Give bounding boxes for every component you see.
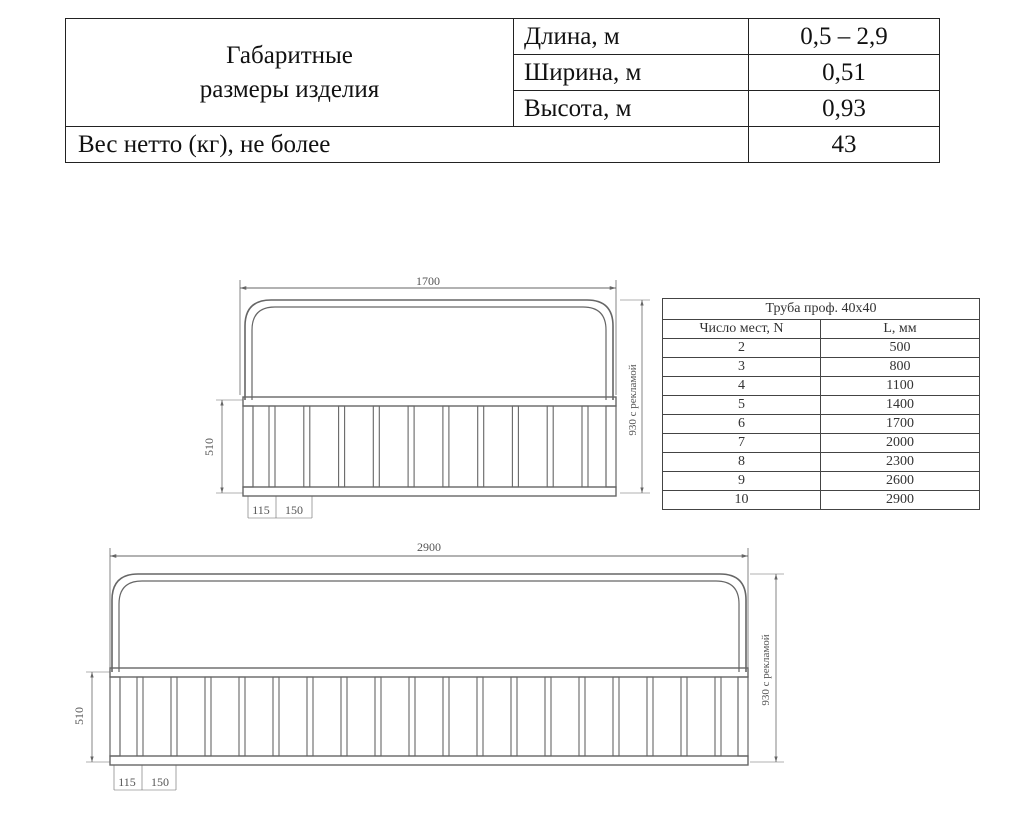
pipe-length: 1100 [821, 377, 980, 396]
pitch-first-small: 115 [252, 503, 270, 517]
fence-bar [409, 677, 415, 756]
pipe-length: 2600 [821, 472, 980, 491]
fence-bar [582, 406, 588, 487]
fence-bar [511, 677, 517, 756]
fence-bar [443, 677, 449, 756]
places-count: 7 [663, 434, 821, 453]
fence-bar [339, 406, 345, 487]
dimensions-label-line2: размеры изделия [199, 75, 380, 103]
fence-bar [205, 677, 211, 756]
fence-bar [304, 406, 310, 487]
pipe-length: 2900 [821, 491, 980, 510]
height-dimension-large: 930 с рекламой [760, 634, 772, 706]
fence-bar [545, 677, 551, 756]
barrier-drawing-2900 [86, 548, 784, 790]
height-value: 0,93 [749, 91, 940, 127]
fence-bar [137, 677, 143, 756]
fence-bar [373, 406, 379, 487]
places-count: 2 [663, 339, 821, 358]
pipe-table-header-l: L, мм [821, 320, 980, 339]
length-value: 0,5 – 2,9 [749, 19, 940, 55]
fence-bar [681, 677, 687, 756]
width-dimension-small: 510 [202, 438, 216, 456]
barrier-drawing-1700 [216, 280, 650, 518]
fence-bar [613, 677, 619, 756]
fence-bar [647, 677, 653, 756]
height-dimension-small: 930 с рекламой [627, 364, 639, 436]
fence-bar [477, 677, 483, 756]
pipe-length: 800 [821, 358, 980, 377]
fence-bar [715, 677, 721, 756]
pitch-large: 150 [151, 775, 169, 789]
dimensions-label-line1: Габаритные [226, 41, 353, 69]
fence-bar [375, 677, 381, 756]
fence-bar [171, 677, 177, 756]
places-count: 10 [663, 491, 821, 510]
fence-bar [512, 406, 518, 487]
length-dimension-2900: 2900 [417, 540, 441, 554]
weight-label: Вес нетто (кг), не более [66, 127, 749, 163]
fence-bar [273, 677, 279, 756]
places-count: 6 [663, 415, 821, 434]
fence-bar [307, 677, 313, 756]
pipe-table-header-n: Число мест, N [663, 320, 821, 339]
fence-bar [478, 406, 484, 487]
places-count: 3 [663, 358, 821, 377]
width-value: 0,51 [749, 55, 940, 91]
fence-bar [269, 406, 275, 487]
width-label: Ширина, м [514, 55, 749, 91]
fence-bar [408, 406, 414, 487]
places-count: 4 [663, 377, 821, 396]
pitch-first-large: 115 [118, 775, 136, 789]
width-dimension-large: 510 [72, 707, 86, 725]
height-label: Высота, м [514, 91, 749, 127]
pitch-small: 150 [285, 503, 303, 517]
places-count: 8 [663, 453, 821, 472]
length-dimension-1700: 1700 [416, 274, 440, 288]
length-label: Длина, м [514, 19, 749, 55]
fence-bar [443, 406, 449, 487]
pipe-length: 2300 [821, 453, 980, 472]
pipe-length: 1700 [821, 415, 980, 434]
fence-bar [579, 677, 585, 756]
places-count: 5 [663, 396, 821, 415]
fence-bar [547, 406, 553, 487]
pipe-length: 500 [821, 339, 980, 358]
pipe-length: 2000 [821, 434, 980, 453]
pipe-table-caption: Труба проф. 40х40 [663, 299, 980, 320]
pipe-length: 1400 [821, 396, 980, 415]
places-count: 9 [663, 472, 821, 491]
fence-bar [239, 677, 245, 756]
weight-value: 43 [749, 127, 940, 163]
fence-bar [341, 677, 347, 756]
